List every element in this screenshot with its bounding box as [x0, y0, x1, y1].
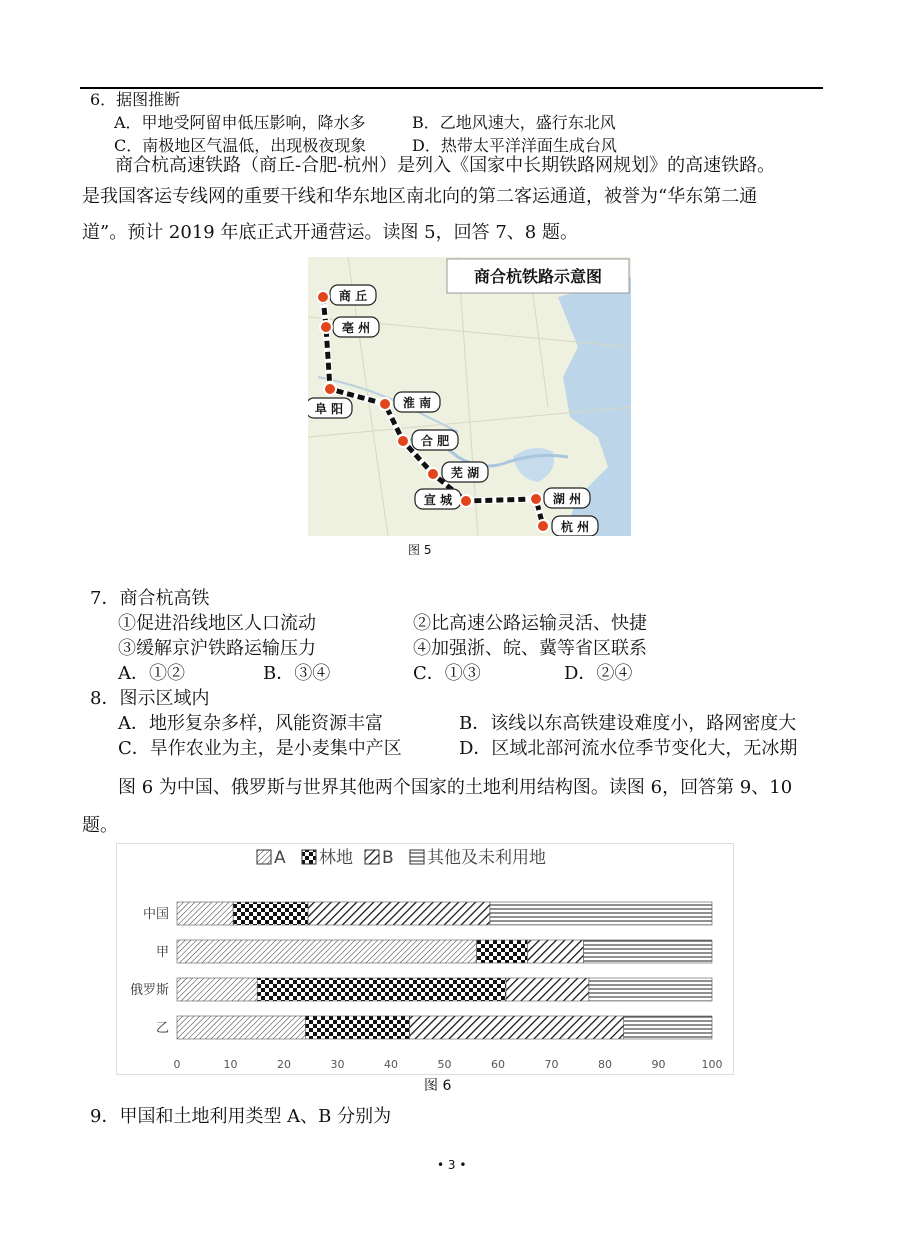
x-tick-label: 40 — [384, 1058, 398, 1071]
chart-bars — [130, 902, 712, 1039]
q9-stem: 9．甲国和土地利用类型 A、B 分别为 — [90, 1106, 392, 1127]
railway-map — [308, 257, 631, 536]
station-marker — [324, 383, 336, 395]
q7-stem: 7．商合杭高铁 — [90, 588, 210, 609]
q7-item-3: ③缓解京沪铁路运输压力 — [118, 638, 316, 659]
station-marker — [427, 468, 439, 480]
x-tick-label: 80 — [598, 1058, 612, 1071]
page-number: • 3 • — [437, 1158, 467, 1172]
bar-segment — [177, 940, 477, 963]
station-label: 淮 南 — [402, 396, 432, 410]
category-label: 甲 — [155, 945, 169, 960]
q7-item-1: ①促进沿线地区人口流动 — [118, 613, 316, 634]
bar-segment — [257, 978, 506, 1001]
category-label: 乙 — [155, 1021, 169, 1036]
q7-item-4: ④加强浙、皖、冀等省区联系 — [413, 638, 647, 659]
legend-label: 其他及未利用地 — [427, 848, 546, 868]
bar-segment — [177, 1016, 305, 1039]
bar-segment — [490, 902, 712, 925]
q6-option-d: D．热带太平洋洋面生成台风 — [412, 136, 617, 155]
legend-swatch — [365, 850, 379, 864]
station-label: 商 丘 — [338, 289, 368, 303]
x-tick-label: 30 — [330, 1058, 345, 1071]
legend-swatch — [410, 850, 424, 864]
q7-option-b: B．③④ — [263, 663, 331, 684]
q8-stem: 8．图示区域内 — [90, 688, 210, 709]
chart-legend — [257, 847, 546, 868]
q6-option-b: B．乙地风速大，盛行东北风 — [412, 113, 616, 132]
bar-segment — [624, 1016, 712, 1039]
station-label: 合 肥 — [420, 434, 450, 448]
legend-label: A — [274, 848, 286, 868]
chart-x-axis — [174, 1058, 723, 1071]
intro2-line1: 图 6 为中国、俄罗斯与世界其他两个国家的土地利用结构图。读图 6，回答第 9、10 — [118, 777, 793, 798]
station-label: 湖 州 — [552, 492, 582, 506]
station-label: 宣 城 — [423, 493, 453, 507]
header-rule — [80, 87, 823, 89]
x-tick-label: 100 — [701, 1058, 723, 1071]
railway-map-svg — [308, 257, 631, 536]
x-tick-label: 20 — [277, 1058, 291, 1071]
bar-segment — [477, 940, 528, 963]
x-tick-label: 10 — [223, 1058, 238, 1071]
q7-option-d: D．②④ — [564, 663, 633, 684]
station-marker — [320, 321, 332, 333]
station-label: 芜 湖 — [450, 466, 480, 480]
bar-segment — [177, 902, 233, 925]
legend-label: 林地 — [319, 848, 353, 868]
intro1-line1: 商合杭高速铁路（商丘-合肥-杭州）是列入《国家中长期铁路网规划》的高速铁路。 — [115, 155, 776, 176]
station-marker — [379, 398, 391, 410]
q8-option-d: D．区域北部河流水位季节变化大，无冰期 — [459, 738, 798, 759]
bar-segment — [506, 978, 589, 1001]
map-caption: 图 5 — [408, 543, 432, 557]
station-marker — [460, 495, 472, 507]
x-tick-label: 60 — [491, 1058, 505, 1071]
q6-option-c: C．南极地区气温低，出现极夜现象 — [114, 136, 367, 155]
q7-item-2: ②比高速公路运输灵活、快捷 — [413, 613, 647, 634]
station-marker — [317, 291, 329, 303]
category-label: 俄罗斯 — [129, 983, 169, 998]
bar-segment — [233, 902, 308, 925]
land-use-chart-svg — [117, 844, 733, 1074]
intro2-line2: 题。 — [82, 815, 118, 836]
bar-segment — [584, 940, 712, 963]
station-label: 杭 州 — [560, 520, 590, 534]
station-label: 阜 阳 — [314, 402, 344, 416]
q6-stem: 6．据图推断 — [90, 90, 181, 109]
x-tick-label: 70 — [544, 1058, 559, 1071]
q7-option-a: A．①② — [118, 663, 185, 684]
category-label: 中国 — [142, 907, 169, 922]
q8-option-b: B．该线以东高铁建设难度小，路网密度大 — [459, 713, 797, 734]
x-tick-label: 0 — [173, 1058, 181, 1071]
x-tick-label: 90 — [651, 1058, 666, 1071]
map-title: 商合杭铁路示意图 — [473, 267, 603, 286]
station-marker — [397, 435, 409, 447]
bar-segment — [308, 902, 490, 925]
bar-segment — [527, 940, 583, 963]
bar-segment — [589, 978, 712, 1001]
q8-option-c: C．旱作农业为主，是小麦集中产区 — [118, 738, 402, 759]
chart-caption: 图 6 — [424, 1078, 452, 1094]
bar-segment — [305, 1016, 409, 1039]
legend-swatch — [302, 850, 316, 864]
q8-option-a: A．地形复杂多样，风能资源丰富 — [118, 713, 383, 734]
q6-option-a: A．甲地受阿留申低压影响，降水多 — [114, 113, 366, 132]
bar-segment — [177, 978, 257, 1001]
station-label: 亳 州 — [341, 321, 371, 335]
q7-option-c: C．①③ — [413, 663, 481, 684]
x-tick-label: 50 — [437, 1058, 452, 1071]
bar-segment — [410, 1016, 624, 1039]
station-marker — [537, 520, 549, 532]
legend-label: B — [382, 848, 394, 868]
intro1-line2: 是我国客运专线网的重要干线和华东地区南北向的第二客运通道，被誉为“华东第二通 — [82, 186, 758, 207]
legend-swatch — [257, 850, 271, 864]
intro1-line3: 道”。预计 2019 年底正式开通营运。读图 5，回答 7、8 题。 — [82, 222, 578, 243]
station-marker — [530, 493, 542, 505]
land-use-chart — [116, 843, 734, 1075]
